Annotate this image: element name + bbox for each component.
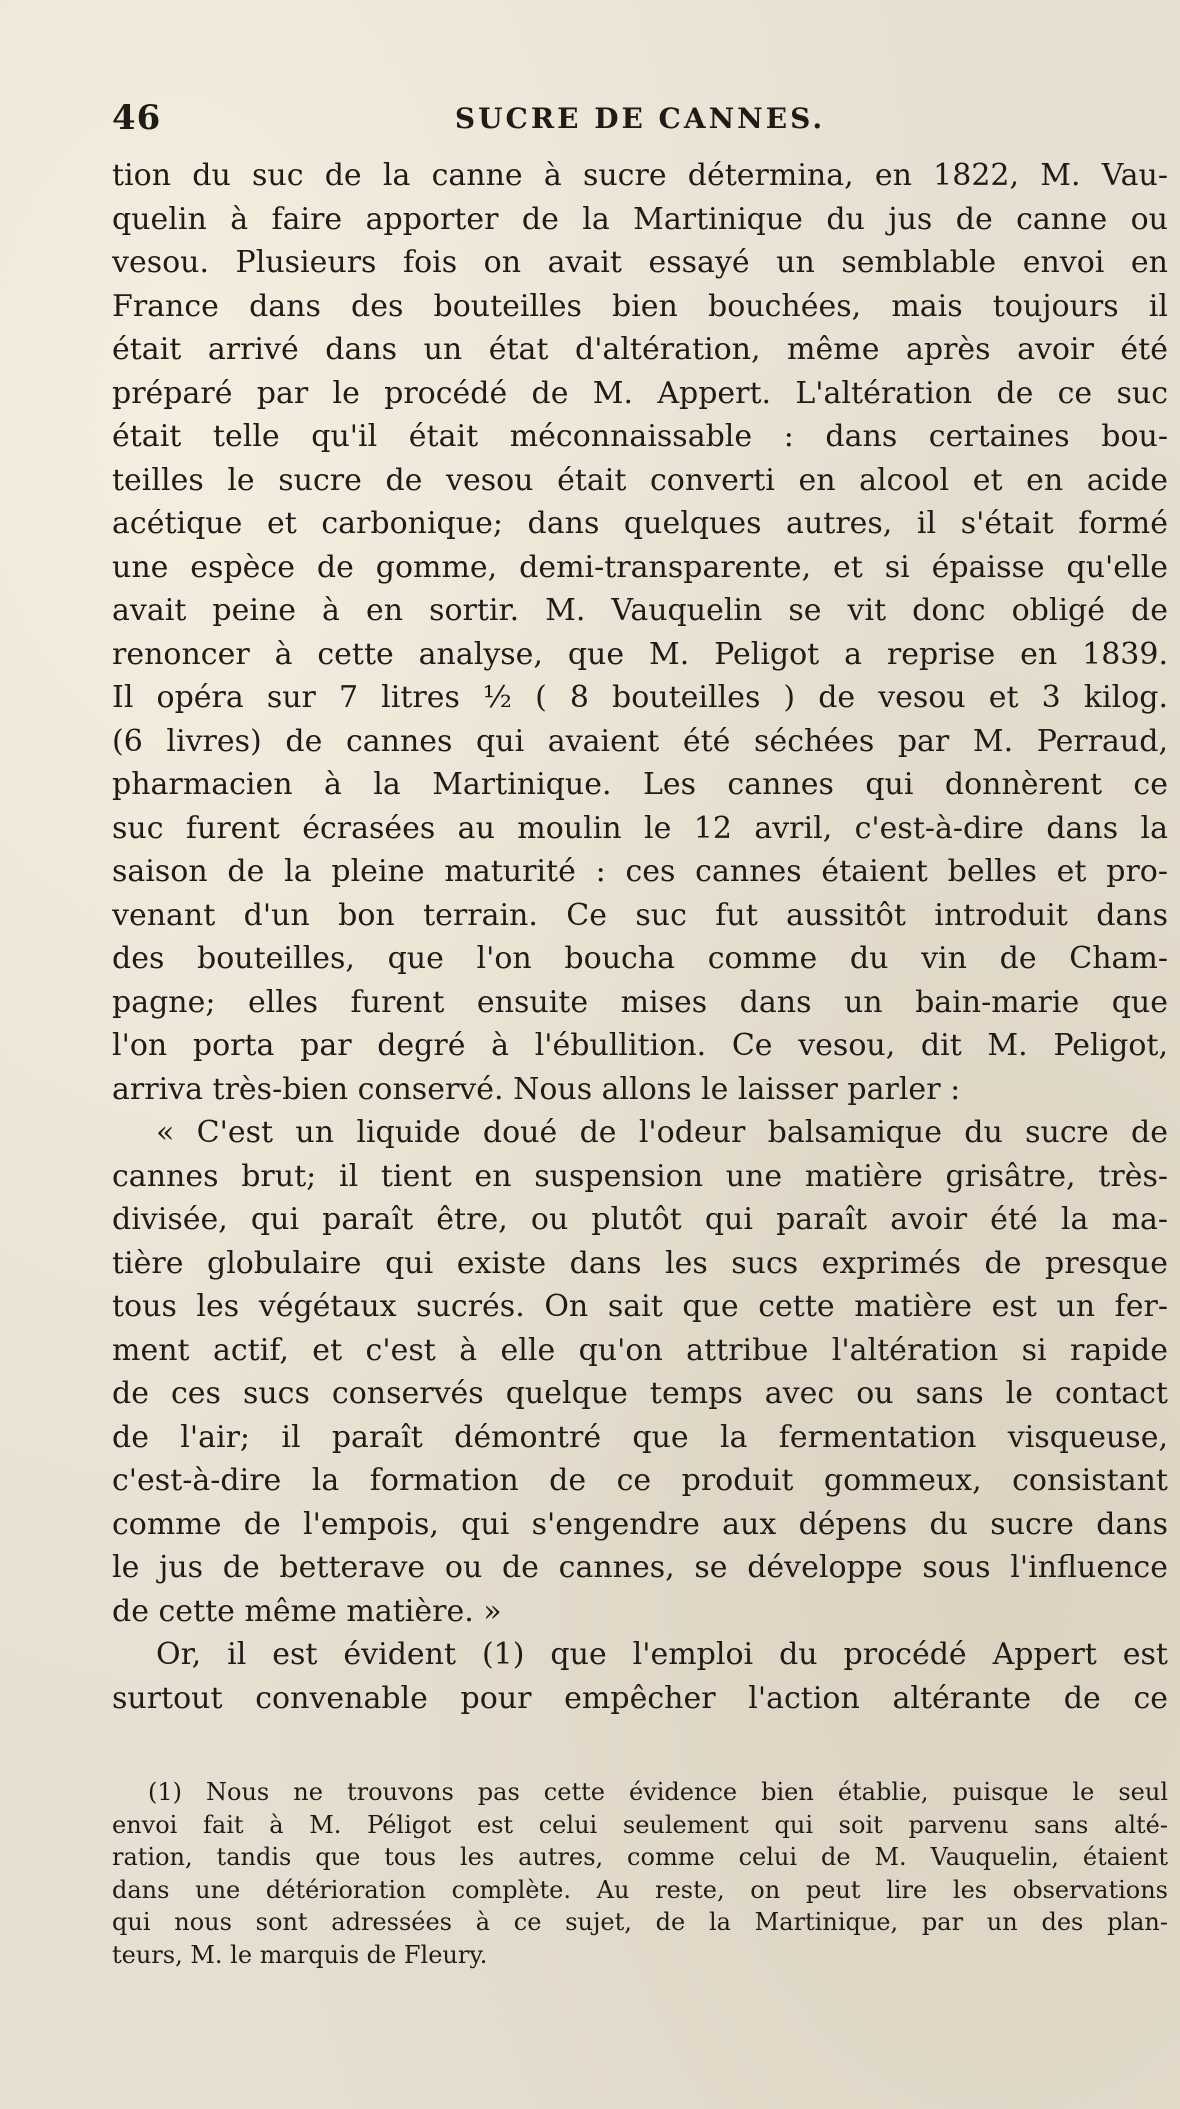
text-line: tion du suc de la canne à sucre détermina, en 1822, M. Vau- (112, 158, 1168, 193)
text-line: préparé par le procédé de M. Appert. L'altération de ce suc (112, 375, 1168, 411)
footnote-line: dans une détérioration complète. Au reste, on peut lire les observations (112, 1875, 1168, 1904)
text-line: c'est-à-dire la formation de ce produit gommeux, consistant (112, 1463, 1168, 1498)
text-line: avait peine à en sortir. M. Vauquelin se vit donc obligé de (112, 593, 1168, 628)
text-line: Or, il est évident (1) que l'emploi du procédé Appert est (156, 1637, 1168, 1672)
footnote-line: (1) Nous ne trouvons pas cette évidence bien établie, puisque le seul (148, 1778, 1168, 1806)
footnote-line: teurs, M. le marquis de Fleury. (112, 1940, 488, 1969)
text-line: acétique et carbonique; dans quelques autres, il s'était formé (112, 506, 1168, 541)
text-line: surtout convenable pour empêcher l'action altérante de ce (112, 1680, 1168, 1716)
text-line: teilles le sucre de vesou était converti en alcool et en acide (112, 462, 1168, 498)
text-line: divisée, qui paraît être, ou plutôt qui paraît avoir été la ma- (112, 1202, 1168, 1237)
book-page (112, 98, 1168, 2088)
text-line: tous les végétaux sucrés. On sait que cette matière est un fer- (112, 1289, 1168, 1324)
text-line: renoncer à cette analyse, que M. Peligot a reprise en 1839. (112, 636, 1168, 672)
text-line: vesou. Plusieurs fois on avait essayé un semblable envoi en (112, 245, 1168, 280)
footnote (112, 1776, 1168, 1971)
text-line: une espèce de gomme, demi-transparente, et si épaisse qu'elle (112, 549, 1168, 585)
text-line: (6 livres) de cannes qui avaient été séchées par M. Perraud, (112, 723, 1168, 759)
text-line: arriva très-bien conservé. Nous allons le laisser parler : (112, 1071, 961, 1107)
running-head (112, 98, 1168, 150)
footnote-line: qui nous sont adressées à ce sujet, de la Martinique, par un des plan- (112, 1908, 1168, 1936)
text-line: ment actif, et c'est à elle qu'on attribue l'altération si rapide (112, 1332, 1168, 1368)
footnote-line: ration, tandis que tous les autres, comme celui de M. Vauquelin, étaient (112, 1843, 1168, 1871)
text-line: suc furent écrasées au moulin le 12 avril, c'est-à-dire dans la (112, 810, 1168, 846)
text-line: cannes brut; il tient en suspension une matière grisâtre, très- (112, 1158, 1168, 1194)
text-line: pagne; elles furent ensuite mises dans un bain-marie que (112, 984, 1168, 1020)
text-line: saison de la pleine maturité : ces cannes étaient belles et pro- (112, 854, 1168, 889)
text-line: l'on porta par degré à l'ébullition. Ce vesou, dit M. Peligot, (112, 1028, 1168, 1063)
text-line: de l'air; il paraît démontré que la fermentation visqueuse, (112, 1419, 1168, 1455)
text-line: le jus de betterave ou de cannes, se développe sous l'influence (112, 1550, 1168, 1585)
running-title: SUCRE DE CANNES. (454, 102, 826, 135)
text-line: « C'est un liquide doué de l'odeur balsamique du sucre de (156, 1115, 1168, 1150)
text-line: était telle qu'il était méconnaissable : dans certaines bou- (112, 419, 1168, 454)
text-line: quelin à faire apporter de la Martinique du jus de canne ou (112, 201, 1168, 237)
text-line: de ces sucs conservés quelque temps avec ou sans le contact (112, 1376, 1168, 1411)
text-line: France dans des bouteilles bien bouchées, mais toujours il (112, 288, 1168, 324)
body-text (112, 154, 1168, 1720)
text-line: pharmacien à la Martinique. Les cannes qui donnèrent ce (112, 767, 1168, 802)
text-line: tière globulaire qui existe dans les sucs exprimés de presque (112, 1245, 1168, 1281)
text-line: venant d'un bon terrain. Ce suc fut aussitôt introduit dans (112, 897, 1168, 933)
text-line: était arrivé dans un état d'altération, même après avoir été (112, 332, 1168, 367)
footnote-line: envoi fait à M. Péligot est celui seulement qui soit parvenu sans alté- (112, 1810, 1168, 1839)
text-line: Il opéra sur 7 litres ½ ( 8 bouteilles ) de vesou et 3 kilog. (112, 680, 1168, 715)
text-line: comme de l'empois, qui s'engendre aux dépens du sucre dans (112, 1506, 1168, 1542)
text-line: de cette même matière. » (112, 1593, 502, 1629)
text-line: des bouteilles, que l'on boucha comme du vin de Cham- (112, 941, 1168, 976)
page-number: 46 (112, 98, 162, 138)
